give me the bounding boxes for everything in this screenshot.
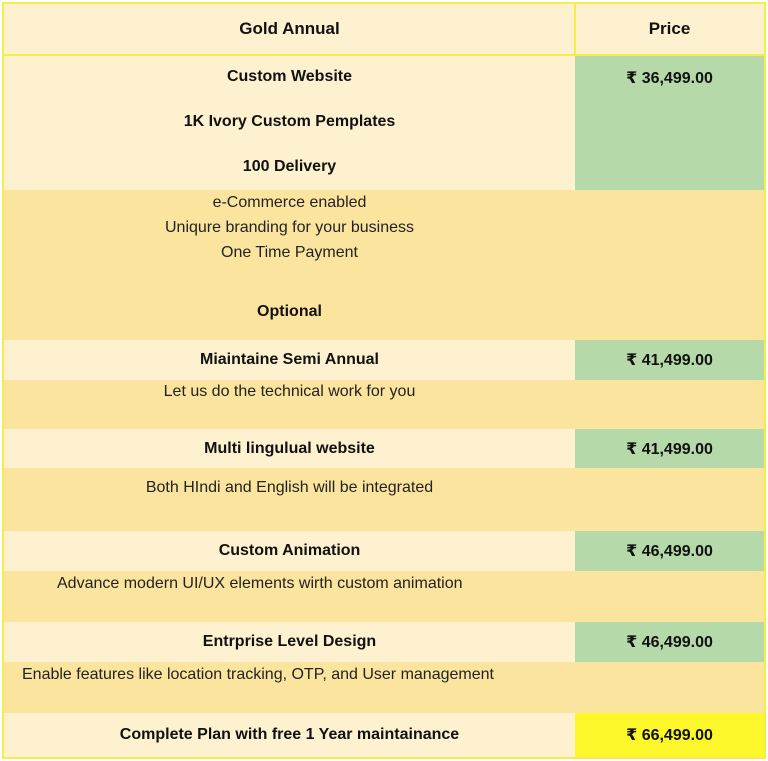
addon-desc: Enable features like location tracking, OTP, and User management [22,666,494,683]
addon-desc-cell [4,380,575,404]
addon-price: ₹ 46,499.00 [626,543,713,560]
addon-name-cell [4,622,575,662]
main-plan-price: ₹ 36,499.00 [626,70,713,87]
header-plan-title: Gold Annual [239,19,340,38]
main-plan-line: 100 Delivery [242,158,337,175]
header-plan-cell [4,4,575,54]
addon-name: Custom Animation [218,542,361,559]
addon-name-cell [4,340,575,380]
addon-price-cell [575,531,764,571]
header-price-title: Price [648,19,691,38]
optional-label-cell [4,300,575,324]
main-plan-line: Custom Website [226,68,353,85]
addon-name: Entrprise Level Design [202,633,377,650]
complete-plan-price-cell [575,713,764,757]
addon-desc-cell [4,663,575,687]
addon-price-cell [575,622,764,662]
addon-price-cell [575,340,764,380]
addon-desc: Advance modern UI/UX elements wirth custom animation [57,575,463,592]
complete-plan-name: Complete Plan with free 1 Year maintainance [119,726,460,743]
header-divider [4,54,764,56]
addon-desc: Let us do the technical work for you [163,383,416,400]
addon-name: Miaintaine Semi Annual [200,351,379,368]
addon-price: ₹ 41,499.00 [626,352,713,369]
feature-item: One Time Payment [221,244,358,261]
addon-name-cell [4,531,575,571]
addon-desc: Both HIndi and English will be integrated [145,479,434,496]
optional-label: Optional [257,303,322,320]
feature-item: e-Commerce enabled [212,194,367,211]
main-plan-price-cell [575,56,764,190]
addon-price-cell [575,429,764,468]
addon-desc-cell [4,572,575,596]
addon-name-cell [4,429,575,468]
feature-item: Uniqure branding for your business [164,219,415,236]
complete-plan-cell [4,713,575,757]
addon-desc-cell [4,476,575,500]
main-plan-features [4,190,575,270]
addon-price: ₹ 46,499.00 [626,634,713,651]
header-price-cell [575,4,764,54]
main-plan-line: 1K Ivory Custom Pemplates [183,113,396,130]
addon-name: Multi lingulual website [204,439,375,457]
column-divider [574,4,576,56]
main-plan-cell [4,56,575,190]
pricing-table [2,2,766,759]
complete-plan-price: ₹ 66,499.00 [626,727,713,744]
addon-price: ₹ 41,499.00 [626,440,713,458]
